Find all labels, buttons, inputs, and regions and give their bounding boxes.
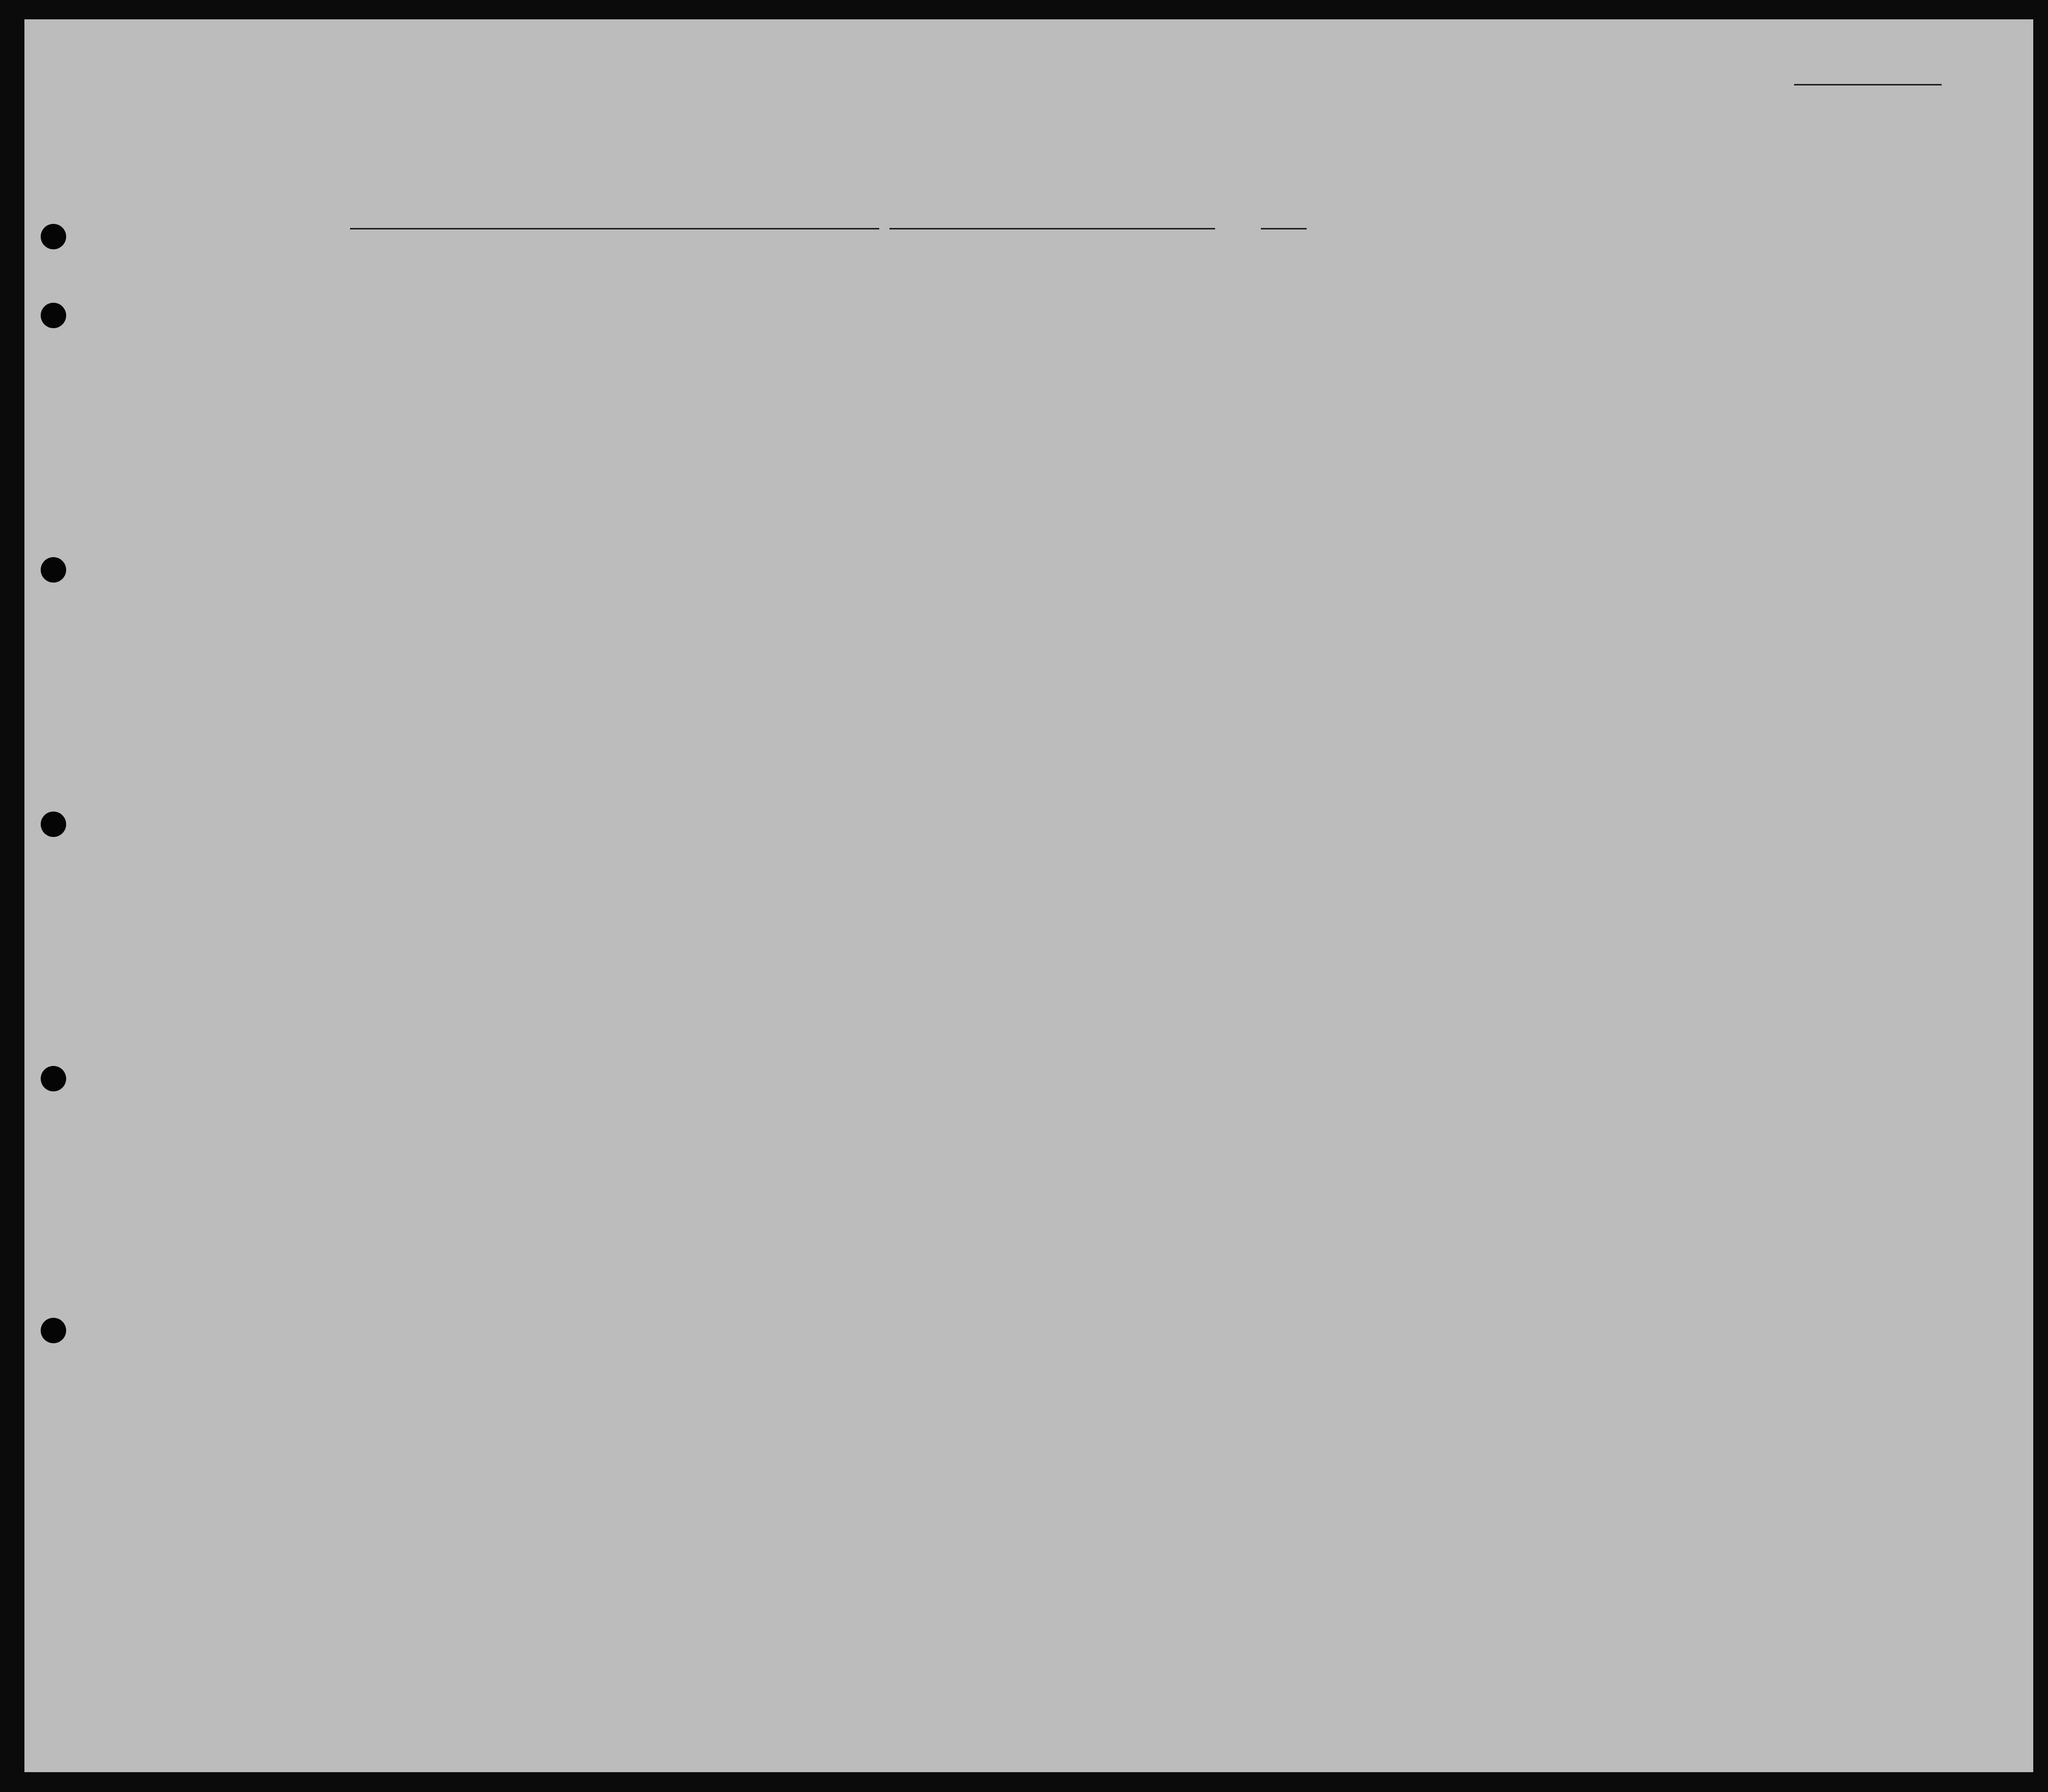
binder-hole: [41, 812, 66, 837]
header-ticket: [588, 314, 609, 431]
binder-hole: [41, 224, 66, 249]
binder-hole: [41, 1066, 66, 1091]
binder-hole: [41, 557, 66, 583]
binder-hole: [41, 1318, 66, 1343]
manifest-sheet: [24, 19, 2033, 1772]
header-polygamist: [1372, 325, 1392, 431]
header-money: [700, 314, 720, 431]
header-anarchist: [1398, 325, 1419, 431]
table-grid: [24, 19, 2033, 1772]
binder-hole: [41, 303, 66, 328]
